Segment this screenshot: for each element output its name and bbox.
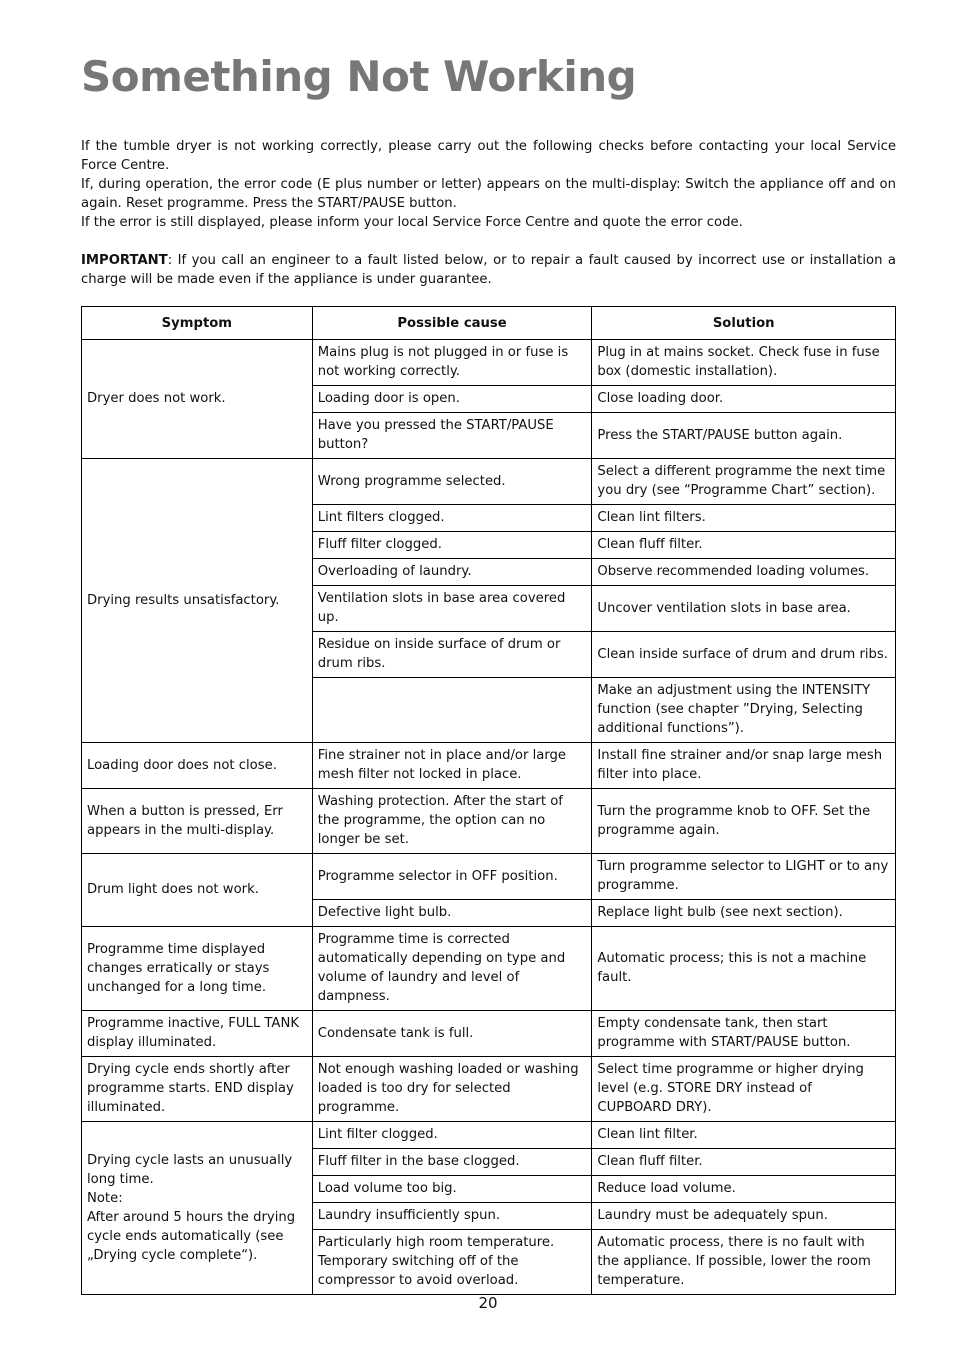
solution-cell: Uncover ventilation slots in base area.	[592, 586, 896, 632]
cause-cell: Lint filter clogged.	[312, 1122, 592, 1149]
cause-cell: Condensate tank is full.	[312, 1011, 592, 1057]
symptom-cell: Programme inactive, FULL TANK display illuminated.	[82, 1011, 313, 1057]
cause-cell: Laundry insufficiently spun.	[312, 1203, 592, 1230]
cause-cell: Mains plug is not plugged in or fuse is not working correctly.	[312, 340, 592, 386]
table-row	[82, 1122, 896, 1149]
cause-cell: Particularly high room temperature. Temporary switching off of the compressor to avoid overload.	[312, 1230, 592, 1295]
cause-cell: Programme selector in OFF position.	[312, 854, 592, 900]
solution-cell: Make an adjustment using the INTENSITY function (see chapter ”Drying, Selecting additional functions”).	[592, 678, 896, 743]
symptom-text: Drying cycle lasts an unusually long time.	[87, 1152, 293, 1187]
important-label: IMPORTANT	[81, 253, 168, 268]
table-row	[82, 1011, 896, 1057]
cause-cell: Ventilation slots in base area covered up.	[312, 586, 592, 632]
solution-cell: Install fine strainer and/or snap large mesh filter into place.	[592, 743, 896, 789]
table-row	[82, 854, 896, 900]
solution-cell: Clean lint filter.	[592, 1122, 896, 1149]
solution-cell: Replace light bulb (see next section).	[592, 900, 896, 927]
intro-paragraph-3: If the error is still displayed, please inform your local Service Force Centre and quote the error code.	[81, 215, 743, 230]
symptom-note-label: Note:	[87, 1190, 123, 1206]
cause-cell: Defective light bulb.	[312, 900, 592, 927]
table-row	[82, 743, 896, 789]
table-row	[82, 927, 896, 1011]
solution-cell: Clean inside surface of drum and drum ribs.	[592, 632, 896, 678]
symptom-cell: Drum light does not work.	[82, 854, 313, 927]
troubleshooting-table	[81, 306, 896, 1295]
solution-cell: Empty condensate tank, then start programme with START/PAUSE button.	[592, 1011, 896, 1057]
cause-cell: Load volume too big.	[312, 1176, 592, 1203]
solution-cell: Automatic process, there is no fault with the appliance. If possible, lower the room temperature.	[592, 1230, 896, 1295]
solution-cell: Select a different programme the next time you dry (see “Programme Chart” section).	[592, 459, 896, 505]
intro-paragraph-1: If the tumble dryer is not working correctly, please carry out the following checks before contacting your local Service Force Centre.	[81, 139, 896, 173]
header-solution: Solution	[592, 307, 896, 340]
cause-cell: Fine strainer not in place and/or large mesh filter not locked in place.	[312, 743, 592, 789]
table-row	[82, 1057, 896, 1122]
cause-cell: Loading door is open.	[312, 386, 592, 413]
cause-cell: Not enough washing loaded or washing loaded is too dry for selected programme.	[312, 1057, 592, 1122]
symptom-cell: Dryer does not work.	[82, 340, 313, 459]
cause-cell: Fluff filter clogged.	[312, 532, 592, 559]
table-header-row	[82, 307, 896, 340]
cause-cell: Wrong programme selected.	[312, 459, 592, 505]
intro-paragraph-2: If, during operation, the error code (E plus number or letter) appears on the multi-display: Switch the appliance off and on again. Reset programme. Press the START/PAUSE button.	[81, 177, 896, 211]
cause-cell: Overloading of laundry.	[312, 559, 592, 586]
symptom-note-text: After around 5 hours the drying cycle ends automatically (see „Drying cycle complete“).	[87, 1209, 296, 1263]
important-note	[81, 251, 896, 289]
solution-cell: Select time programme or higher drying level (e.g. STORE DRY instead of CUPBOARD DRY).	[592, 1057, 896, 1122]
symptom-cell: Drying cycle ends shortly after programme starts. END display illuminated.	[82, 1057, 313, 1122]
page-title: Something Not Working	[81, 52, 637, 101]
solution-cell: Turn programme selector to LIGHT or to any programme.	[592, 854, 896, 900]
solution-cell: Reduce load volume.	[592, 1176, 896, 1203]
important-text: : If you call an engineer to a fault listed below, or to repair a fault caused by incorrect use or installation a charge will be made even if the appliance is under guarantee.	[81, 253, 896, 287]
table-row	[82, 459, 896, 505]
cause-cell: Programme time is corrected automatically depending on type and volume of laundry and level of dampness.	[312, 927, 592, 1011]
symptom-cell	[82, 1122, 313, 1295]
solution-cell: Turn the programme knob to OFF. Set the programme again.	[592, 789, 896, 854]
solution-cell: Clean lint filters.	[592, 505, 896, 532]
header-symptom: Symptom	[82, 307, 313, 340]
table-row	[82, 340, 896, 386]
symptom-cell: Programme time displayed changes erratically or stays unchanged for a long time.	[82, 927, 313, 1011]
solution-cell: Close loading door.	[592, 386, 896, 413]
solution-cell: Plug in at mains socket. Check fuse in fuse box (domestic installation).	[592, 340, 896, 386]
cause-cell: Have you pressed the START/PAUSE button?	[312, 413, 592, 459]
table-row	[82, 789, 896, 854]
solution-cell: Laundry must be adequately spun.	[592, 1203, 896, 1230]
solution-cell: Automatic process; this is not a machine fault.	[592, 927, 896, 1011]
page-number: 20	[478, 1294, 498, 1312]
solution-cell: Observe recommended loading volumes.	[592, 559, 896, 586]
intro-text	[81, 137, 896, 289]
symptom-cell: Loading door does not close.	[82, 743, 313, 789]
cause-cell: Fluff filter in the base clogged.	[312, 1149, 592, 1176]
solution-cell: Press the START/PAUSE button again.	[592, 413, 896, 459]
cause-cell: Lint filters clogged.	[312, 505, 592, 532]
cause-cell	[312, 678, 592, 743]
symptom-cell: When a button is pressed, Err appears in the multi-display.	[82, 789, 313, 854]
symptom-cell: Drying results unsatisfactory.	[82, 459, 313, 743]
solution-cell: Clean fluff filter.	[592, 532, 896, 559]
header-possible-cause: Possible cause	[312, 307, 592, 340]
solution-cell: Clean fluff filter.	[592, 1149, 896, 1176]
cause-cell: Residue on inside surface of drum or drum ribs.	[312, 632, 592, 678]
cause-cell: Washing protection. After the start of the programme, the option can no longer be set.	[312, 789, 592, 854]
